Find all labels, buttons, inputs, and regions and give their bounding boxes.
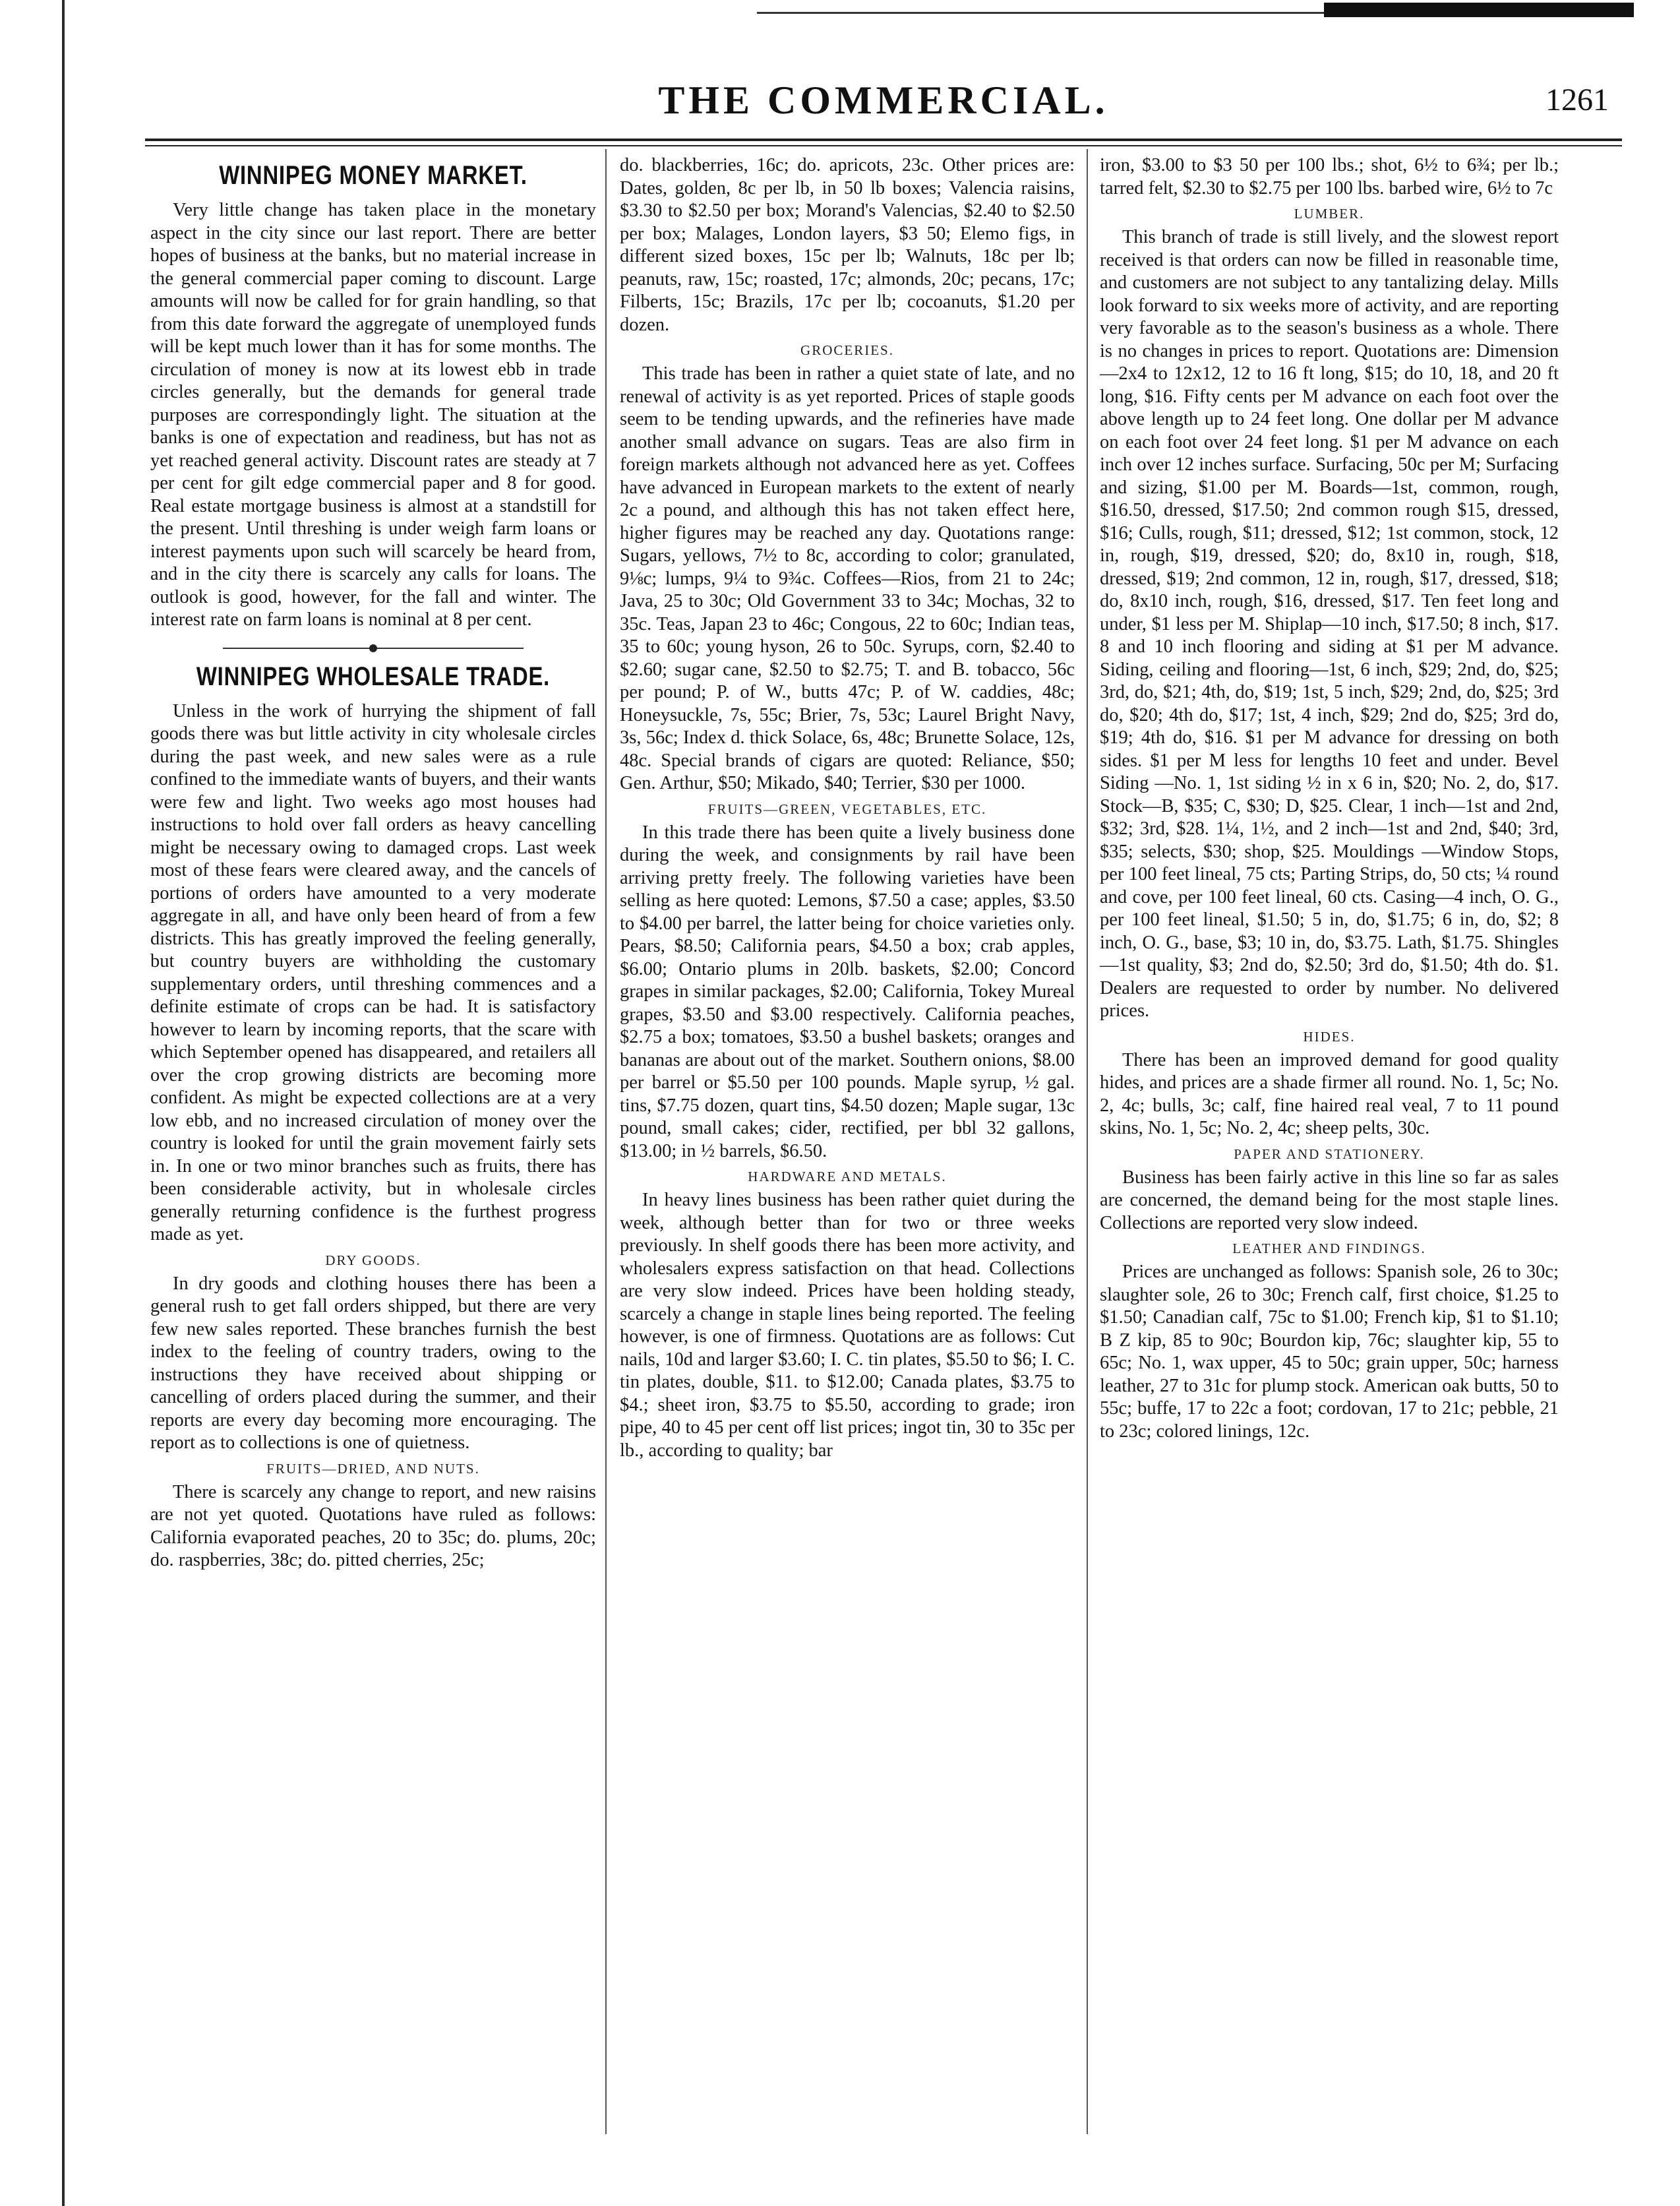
fruits-dried-continued: do. blackberries, 16c; do. apricots, 23c. Other prices are: Dates, golden, 8c per lb, in 50 lb boxes; Valencia raisins, $3.30 to $2.50 per box; Morand's Valencias, $2.40 to $2.50 per box; Malages, London layers, $3 50; Elemo figs, in different sized boxes, 15c per lb; Walnuts, 18c per lb; peanuts, raw, 15c; roasted, 17c; almonds, 20c; pecans, 17c; Filberts, 15c; Brazils, 17c per lb; cocoanuts, $1.20 per dozen. xyxy=(620,155,1075,335)
top-border xyxy=(757,3,1634,16)
section-divider xyxy=(150,641,596,656)
subheading-hides: HIDES. xyxy=(1303,1028,1356,1045)
fruits-green-body: In this trade there has been quite a lively business done during the week, and consignments by rail have been arriving pretty freely. The following varieties have been selling as here quoted: Lemons, $7.50 a case; apples, $3.50 to $4.00 per barrel, the latter being for choice varieties only. Pears, $8.50; California pears, $4.50 a box; crab apples, $6.00; Ontario plums in 20lb. baskets, $2.00; Concord grapes in similar packages, $2.00; California, Tokey Mureal grapes, $3.50 and $3.00 respectively. California peaches, $2.75 a box; tomatoes, $3.50 a bushel baskets; oranges and bananas are about out of the market. Southern onions, $8.00 per barrel or $5.50 per 100 pounds. Maple syrup, ½ gal. tins, $7.75 dozen, quart tins, $4.50 dozen; Maple sugar, 13c pound, small cakes; cider, rectified, per bbl 32 gallons, $13.00; in ½ barrels, $6.50. xyxy=(620,822,1075,1161)
divider-dot xyxy=(369,644,377,652)
column-divider-1 xyxy=(605,149,607,2134)
hardware-body: In heavy lines business has been rather quiet during the week, although better than for two or three weeks previously. In shelf goods there has been more activity, and wholesalers express satisfaction on that head. Collections are very slow indeed. Prices have been holding steady, scarcely a change in staple lines being reported. The feeling however, is one of firmness. Quotations are as follows: Cut nails, 10d and larger $3.60; I. C. tin plates, $5.50 to $6; I. C. tin plates, double, $11. to $12.00; Canada plates, $3.75 to $4.; sheet iron, $3.75 to $5.50, according to grade; iron pipe, 40 to 45 per cent off list prices; ingot tin, 30 to 35c per lb., according to quality; bar xyxy=(620,1190,1075,1461)
dry-goods-body: In dry goods and clothing houses there has been a general rush to get fall orders shipped, but there are very few new sales reported. These branches furnish the best index to the feeling of country traders, owing to the instructions they have received about shipping or cancelling of orders placed during the summer, and their reports are every day becoming more encouraging. The report as to collections is one of quietness. xyxy=(150,1273,596,1453)
hides-body: There has been an improved demand for good quality hides, and prices are a shade firmer all round. No. 1, 5c; No. 2, 4c; bulls, 3c; calf, fine haired real veal, 7 to 11 pound skins, No. 1, 5c; No. 2, 4c; sheep pelts, 30c. xyxy=(1100,1049,1559,1138)
subheading-hardware: HARDWARE AND METALS. xyxy=(748,1169,947,1184)
lumber-body: This branch of trade is still lively, and the slowest report received is that orders can now be filled in reasonable time, and customers are not subject to any tantalizing delay. Mills look forward to six weeks more of activity, and are reporting very favorable as to the season's business as a whole. There is no changes in prices to report. Quotations are: Dimension—2x4 to 12x12, 12 to 16 ft long, $15; do 10, 18, and 20 ft long, $16. Fifty cents per M advance on each foot over the above length up to 24 feet long. One dollar per M advance on each foot over 24 feet long. $1 per M advance on each inch over 12 inches surface. Surfacing, 50c per M; Surfacing and sizing, $1.00 per M. Boards—1st, common, rough, $16.50, dressed, $17.50; 2nd common rough $15, dressed, $16; Culls, rough, $11; dressed, $12; 1st common, stock, 12 in, rough, $19, dressed, $20; do, 8x10 in, rough, $18, dressed, $19; 2nd common, 12 in, rough, $17, dressed, $18; do, 8x10 inch, rough, $16, dressed, $17. Ten feet long and under, $1 less per M. Shiplap—10 inch, $17.50; 8 inch, $17. 8 and 10 inch flooring and siding at $1 per M advance. Siding, ceiling and flooring—1st, 6 inch, $29; 2nd, do, $25; 3rd, do, $21; 4th, do, $19; 1st, 5 inch, $29; 2nd, do, $25; 3rd do, $20; 4th do, $17; 1st, 4 inch, $29; 2nd do, $25; 3rd do, $19; 4th do, $16. $1 per M advance for dressing on both sides. $1 per M less for lengths 10 feet and under. Bevel Siding —No. 1, 1st siding ½ in x 6 in, $20; No. 2, do, $17. Stock—B, $35; C, $30; D, $25. Clear, 1 inch—1st and 2nd, $32; 3rd, $28. 1¼, 1½, and 2 inch—1st and 2nd, $40; 3rd, $35; selects, $30; shop, $25. Mouldings —Window Stops, per 100 feet lineal, 75 cts; Parting Strips, do, 50 cts; ¼ round and cove, per 100 feet lineal, 60 cts. Casing—4 inch, O. G., per 100 feet lineal, $1.50; 5 in, do, $1.75; 6 in, do, $2; 8 inch, O. G., base, $3; 10 in, do, $3.75. Lath, $1.75. Shingles—1st quality, $3; 2nd do, $2.50; 3rd do, $1.50; 4th do. $1. Dealers are requested to order by number. No delivered prices. xyxy=(1100,227,1559,1021)
page-edge-line xyxy=(62,0,65,2206)
subheading-groceries: GROCERIES. xyxy=(800,342,894,358)
money-market-body: Very little change has taken place in the monetary aspect in the city since our last report. There are better hopes of business at the banks, but no material increase in the general commercial paper coming to discount. Large amounts will now be called for for grain handling, so that from this date forward the aggregate of unemployed funds will be kept much lower than it has for some months. The circulation of money is now at its lowest ebb in trade circles generally, but the demands for general trade purposes are correspondingly light. The situation at the banks is one of expectation and readiness, but has not as yet reached general activity. Discount rates are steady at 7 per cent for gilt edge commercial paper and 8 for good. Real estate mortgage business is almost at a standstill for the present. Until threshing is under weigh farm loans or interest payments upon such will scarcely be heard from, and in the city there is scarcely any calls for loans. The outlook is good, however, for the fall and winter. The interest rate on farm loans is nominal at 8 per cent. xyxy=(150,200,596,630)
hardware-continued: iron, $3.00 to $3 50 per 100 lbs.; shot, 6½ to 6¾; per lb.; tarred felt, $2.30 to $2.75 per 100 lbs. barbed wire, 6½ to 7c xyxy=(1100,155,1559,199)
column-2 xyxy=(620,154,1075,1462)
column-divider-2 xyxy=(1087,149,1088,2134)
column-3 xyxy=(1100,154,1559,1443)
page-header xyxy=(145,78,1622,131)
subheading-paper: PAPER AND STATIONERY. xyxy=(1234,1146,1425,1162)
masthead: THE COMMERCIAL. xyxy=(658,78,1109,122)
wholesale-trade-body: Unless in the work of hurrying the shipment of fall goods there was but little activity in city wholesale circles during the past week, and new sales were as a rule confined to the immediate wants of buyers, and their wants were few and light. Two weeks ago most houses had instructions to hold over fall orders as heavy cancelling might be necessary owing to damaged crops. Last week most of these fears were cleared away, and the cancels of portions of orders have amounted to a very moderate aggregate in all, and have only been heard of from a few districts. This has greatly improved the feeling generally, but country buyers are withholding the customary supplementary orders, until threshing commences and a definite estimate of crops can be had. It is satisfactory however to learn by incoming reports, that the scare with which September opened has disappeared, and retailers all over the crop growing districts are becoming more confident. As might be expected collections are at a very low ebb, and no increased circulation of money over the country is looked for until the grain movement fairly sets in. In one or two minor branches such as fruits, there has been considerable activity, but in wholesale circles generally returning confidence is the furthest progress made as yet. xyxy=(150,700,596,1244)
article-title-money-market: WINNIPEG MONEY MARKET. xyxy=(219,161,527,190)
groceries-body: This trade has been in rather a quiet state of late, and no renewal of activity is as yet reported. Prices of staple goods seem to be tending upwards, and the refineries have made another small advance on sugars. Teas are also firm in foreign markets although not advanced here as yet. Coffees have advanced in European markets to the extent of nearly 2c a pound, and although this has not taken effect here, higher figures may be reached any day. Quotations range: Sugars, yellows, 7½ to 8c, according to color; granulated, 9⅛c; lumps, 9¼ to 9¾c. Coffees—Rios, from 21 to 24c; Java, 25 to 30c; Old Government 33 to 34c; Mochas, 32 to 35c. Teas, Japan 23 to 46c; Congous, 22 to 60c; Indian teas, 35 to 60c; young hyson, 26 to 50c. Syrups, corn, $2.40 to $2.60; sugar cane, $2.50 to $2.75; T. and B. tobacco, 56c per pound; P. of W., butts 47c; P. of W. caddies, 48c; Honeysuckle, 7s, 55c; Brier, 7s, 53c; Laurel Bright Navy, 3s, 56c; Index d. thick Solace, 6s, 48c; Brunette Solace, 12s, 48c. Special brands of cigars are quoted: Reliance, $50; Gen. Arthur, $50; Mikado, $40; Terrier, $30 per 1000. xyxy=(620,363,1075,793)
header-rule-thin xyxy=(145,145,1622,146)
page-number: 1261 xyxy=(1545,82,1609,117)
header-rule-thick xyxy=(145,138,1622,141)
subheading-dry-goods: DRY GOODS. xyxy=(325,1252,421,1268)
subheading-fruits-green: FRUITS—GREEN, VEGETABLES, ETC. xyxy=(707,801,987,817)
fruits-dried-body: There is scarcely any change to report, and new raisins are not yet quoted. Quotations have ruled as follows: California evaporated peaches, 20 to 35c; do. plums, 20c; do. raspberries, 38c; do. pitted cherries, 25c; xyxy=(150,1481,596,1570)
subheading-lumber: LUMBER. xyxy=(1294,206,1365,222)
subheading-leather: LEATHER AND FINDINGS. xyxy=(1232,1241,1426,1256)
subheading-fruits-dried: FRUITS—DRIED, AND NUTS. xyxy=(266,1460,480,1477)
column-1 xyxy=(150,154,596,1572)
top-border-thick xyxy=(1324,3,1634,17)
leather-body: Prices are unchanged as follows: Spanish sole, 26 to 30c; slaughter sole, 26 to 30c; French calf, first choice, $1.25 to $1.50; Canadian calf, 75c to $1.00; French kip, $1 to $1.10; B Z kip, 85 to 90c; Bourdon kip, 76c; slaughter kip, 55 to 65c; No. 1, wax upper, 45 to 50c; grain upper, 50c; harness leather, 27 to 31c for plump stock. American oak butts, 50 to 55c; buffe, 17 to 22c a foot; cordovan, 17 to 21c; pebble, 21 to 23c; colored linings, 12c. xyxy=(1100,1262,1559,1442)
article-title-wholesale-trade: WINNIPEG WHOLESALE TRADE. xyxy=(196,661,551,691)
paper-body: Business has been fairly active in this line so far as sales are concerned, the demand being for the most staple lines. Collections are reported very slow indeed. xyxy=(1100,1167,1559,1233)
